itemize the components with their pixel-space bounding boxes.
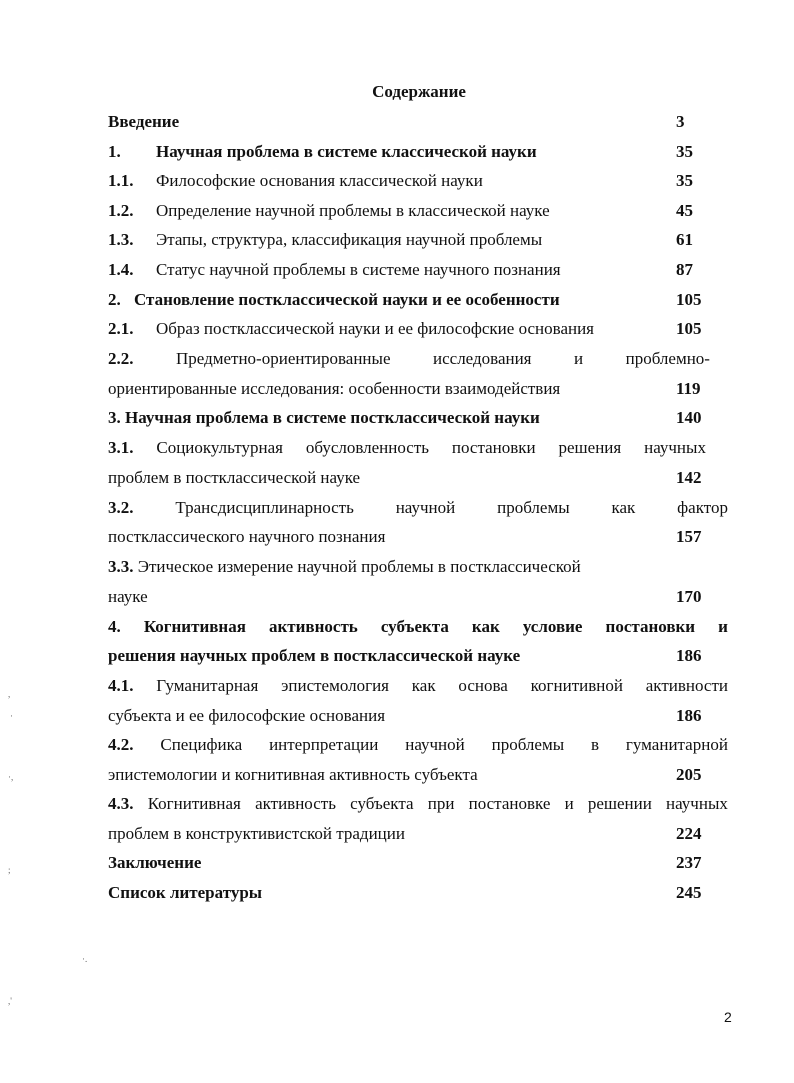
toc-word: Трансдисциплинарность <box>175 498 354 517</box>
toc-entry-section-1-3 <box>108 227 668 253</box>
toc-word: Специфика <box>160 735 243 754</box>
toc-entry-chapter-2 <box>108 287 668 313</box>
toc-word: эпистемология <box>281 676 389 695</box>
toc-word: субъекта <box>380 617 449 636</box>
toc-entry-label: Статус научной проблемы в системе научного познания <box>156 260 561 279</box>
scan-speck: ·. <box>82 954 88 964</box>
toc-entry-introduction <box>108 109 179 135</box>
toc-entry-number: 1.1. <box>108 171 134 190</box>
toc-entry-number: 2.2. <box>108 349 134 368</box>
toc-page-number: 35 <box>676 171 693 190</box>
scan-speck: ·, <box>8 772 14 782</box>
toc-page-number: 45 <box>676 201 693 220</box>
toc-word: решения <box>558 438 622 457</box>
toc-page-number: 61 <box>676 230 693 249</box>
toc-entry-section-4-1-line2: субъекта и ее философские основания <box>108 706 386 725</box>
toc-word: проблемы <box>491 735 565 754</box>
toc-word: Социокультурная <box>156 438 283 457</box>
toc-page-number: 105 <box>676 290 702 309</box>
toc-entry-section-3-3-line2: науке <box>108 587 148 606</box>
toc-entry-section-3-1-line2: проблем в постклассической науке <box>108 468 361 487</box>
toc-word: гуманитарной <box>625 735 728 754</box>
toc-entry-number: 1.4. <box>108 260 134 279</box>
toc-word: проблемно- <box>625 349 710 368</box>
toc-word: постановки <box>605 617 696 636</box>
page-number: 2 <box>724 1009 732 1025</box>
toc-word: исследования <box>433 349 532 368</box>
toc-entry-label: Образ постклассической науки и ее философские основания <box>156 319 594 338</box>
toc-word: Когнитивная <box>147 794 241 813</box>
toc-page-number: 224 <box>676 824 702 843</box>
toc-word: Предметно-ориентированные <box>175 349 391 368</box>
toc-entry-section-2-1 <box>108 316 668 342</box>
toc-entry-section-3-2-line1 <box>108 495 728 521</box>
toc-entry-section-4-2-line2: эпистемологии и когнитивная активность субъекта <box>108 765 478 784</box>
toc-entry-section-1-2 <box>108 198 668 224</box>
toc-page-number: 3 <box>676 112 685 131</box>
toc-page-number: 170 <box>676 587 702 606</box>
toc-word: субъекта <box>350 794 414 813</box>
toc-entry-section-2-2-line1 <box>108 346 710 372</box>
toc-word: научной <box>405 735 465 754</box>
toc-entry-references: Список литературы <box>108 883 263 902</box>
toc-entry-label: Введение <box>108 112 180 131</box>
toc-entry-label: Становление постклассической науки и ее особенности <box>134 290 560 309</box>
toc-word: интерпретации <box>269 735 379 754</box>
toc-entry-section-4-2-line1 <box>108 732 728 758</box>
toc-entry-number: 2. <box>108 290 121 309</box>
toc-page-number: 87 <box>676 260 693 279</box>
toc-word: и <box>574 349 584 368</box>
toc-page-number: 142 <box>676 468 702 487</box>
toc-entry-section-4-3-line1 <box>108 791 728 817</box>
toc-page-number: 186 <box>676 646 702 665</box>
toc-word: как <box>611 498 636 517</box>
toc-entry-label: Научная проблема в системе классической науки <box>156 142 537 161</box>
scan-speck: , <box>8 689 11 699</box>
toc-entry-label: Этапы, структура, классификация научной проблемы <box>156 230 543 249</box>
toc-word: научных <box>666 794 728 813</box>
toc-entry-section-4-3-line2: проблем в конструктивистской традиции <box>108 824 405 843</box>
toc-entry-chapter-4-line1 <box>108 614 728 640</box>
toc-entry-number: 3.2. <box>108 498 134 517</box>
toc-word: активность <box>255 794 336 813</box>
toc-page-number: 205 <box>676 765 702 784</box>
toc-word: активности <box>645 676 728 695</box>
toc-entry-number: 4.2. <box>108 735 134 754</box>
toc-word: Гуманитарная <box>156 676 259 695</box>
toc-entry-section-3-3-line1 <box>108 554 581 580</box>
toc-word: фактор <box>677 498 728 517</box>
toc-word: активность <box>268 617 358 636</box>
toc-word: как <box>471 617 500 636</box>
scan-speck: ; <box>8 865 11 875</box>
toc-page-number: 186 <box>676 706 702 725</box>
toc-word: при <box>427 794 455 813</box>
toc-entry-section-1-4 <box>108 257 668 283</box>
toc-entry-section-3-2-line2: постклассического научного познания <box>108 527 386 546</box>
scan-speck: ,' <box>8 996 12 1006</box>
toc-entry-chapter-4-line2: решения научных проблем в постклассической науке <box>108 646 521 665</box>
toc-page-number: 237 <box>676 853 702 872</box>
toc-entry-label: Философские основания классической науки <box>156 171 483 190</box>
toc-entry-conclusion: Заключение <box>108 853 202 872</box>
toc-word: и <box>564 794 574 813</box>
toc-entry-label: Определение научной проблемы в классической науке <box>156 201 550 220</box>
toc-entry-number: 3.1. <box>108 438 134 457</box>
toc-page-number: 35 <box>676 142 693 161</box>
toc-entry-label: Этическое измерение научной проблемы в постклассической <box>137 557 581 576</box>
toc-page-number: 245 <box>676 883 702 902</box>
toc-word: основа <box>458 676 508 695</box>
toc-entry-number: 1.2. <box>108 201 134 220</box>
toc-page-number: 140 <box>676 408 702 427</box>
toc-word: решении <box>587 794 652 813</box>
toc-entry-number: 1.3. <box>108 230 134 249</box>
toc-word: условие <box>522 617 583 636</box>
toc-entry-section-3-1-line1 <box>108 435 706 461</box>
toc-entry-chapter-3: 3. Научная проблема в системе постклассической науки <box>108 408 540 427</box>
toc-word: научной <box>395 498 456 517</box>
scan-speck: · <box>10 711 13 721</box>
toc-entry-section-4-1-line1 <box>108 673 728 699</box>
toc-entry-section-1-1 <box>108 168 668 194</box>
toc-page-number: 119 <box>676 379 701 398</box>
toc-entry-number: 4. <box>108 617 121 636</box>
toc-word: как <box>411 676 436 695</box>
toc-entry-number: 1. <box>108 142 121 161</box>
toc-word: научных <box>644 438 706 457</box>
toc-entry-chapter-1 <box>108 139 668 165</box>
toc-entry-number: 4.3. <box>108 794 134 813</box>
toc-entry-number: 2.1. <box>108 319 134 338</box>
toc-word: постановке <box>468 794 551 813</box>
toc-entry-section-2-2-line2: ориентированные исследования: особенности взаимодействия <box>108 379 561 398</box>
toc-page-number: 105 <box>676 319 702 338</box>
toc-word: постановки <box>451 438 536 457</box>
toc-page-number: 157 <box>676 527 702 546</box>
toc-word: обусловленность <box>305 438 430 457</box>
toc-word: проблемы <box>497 498 570 517</box>
toc-title: Содержание <box>372 82 466 101</box>
toc-word: в <box>591 735 600 754</box>
toc-entry-number: 3.3. <box>108 557 134 576</box>
toc-word: Когнитивная <box>143 617 246 636</box>
toc-entry-number: 4.1. <box>108 676 134 695</box>
toc-word: и <box>718 617 728 636</box>
toc-word: когнитивной <box>530 676 623 695</box>
